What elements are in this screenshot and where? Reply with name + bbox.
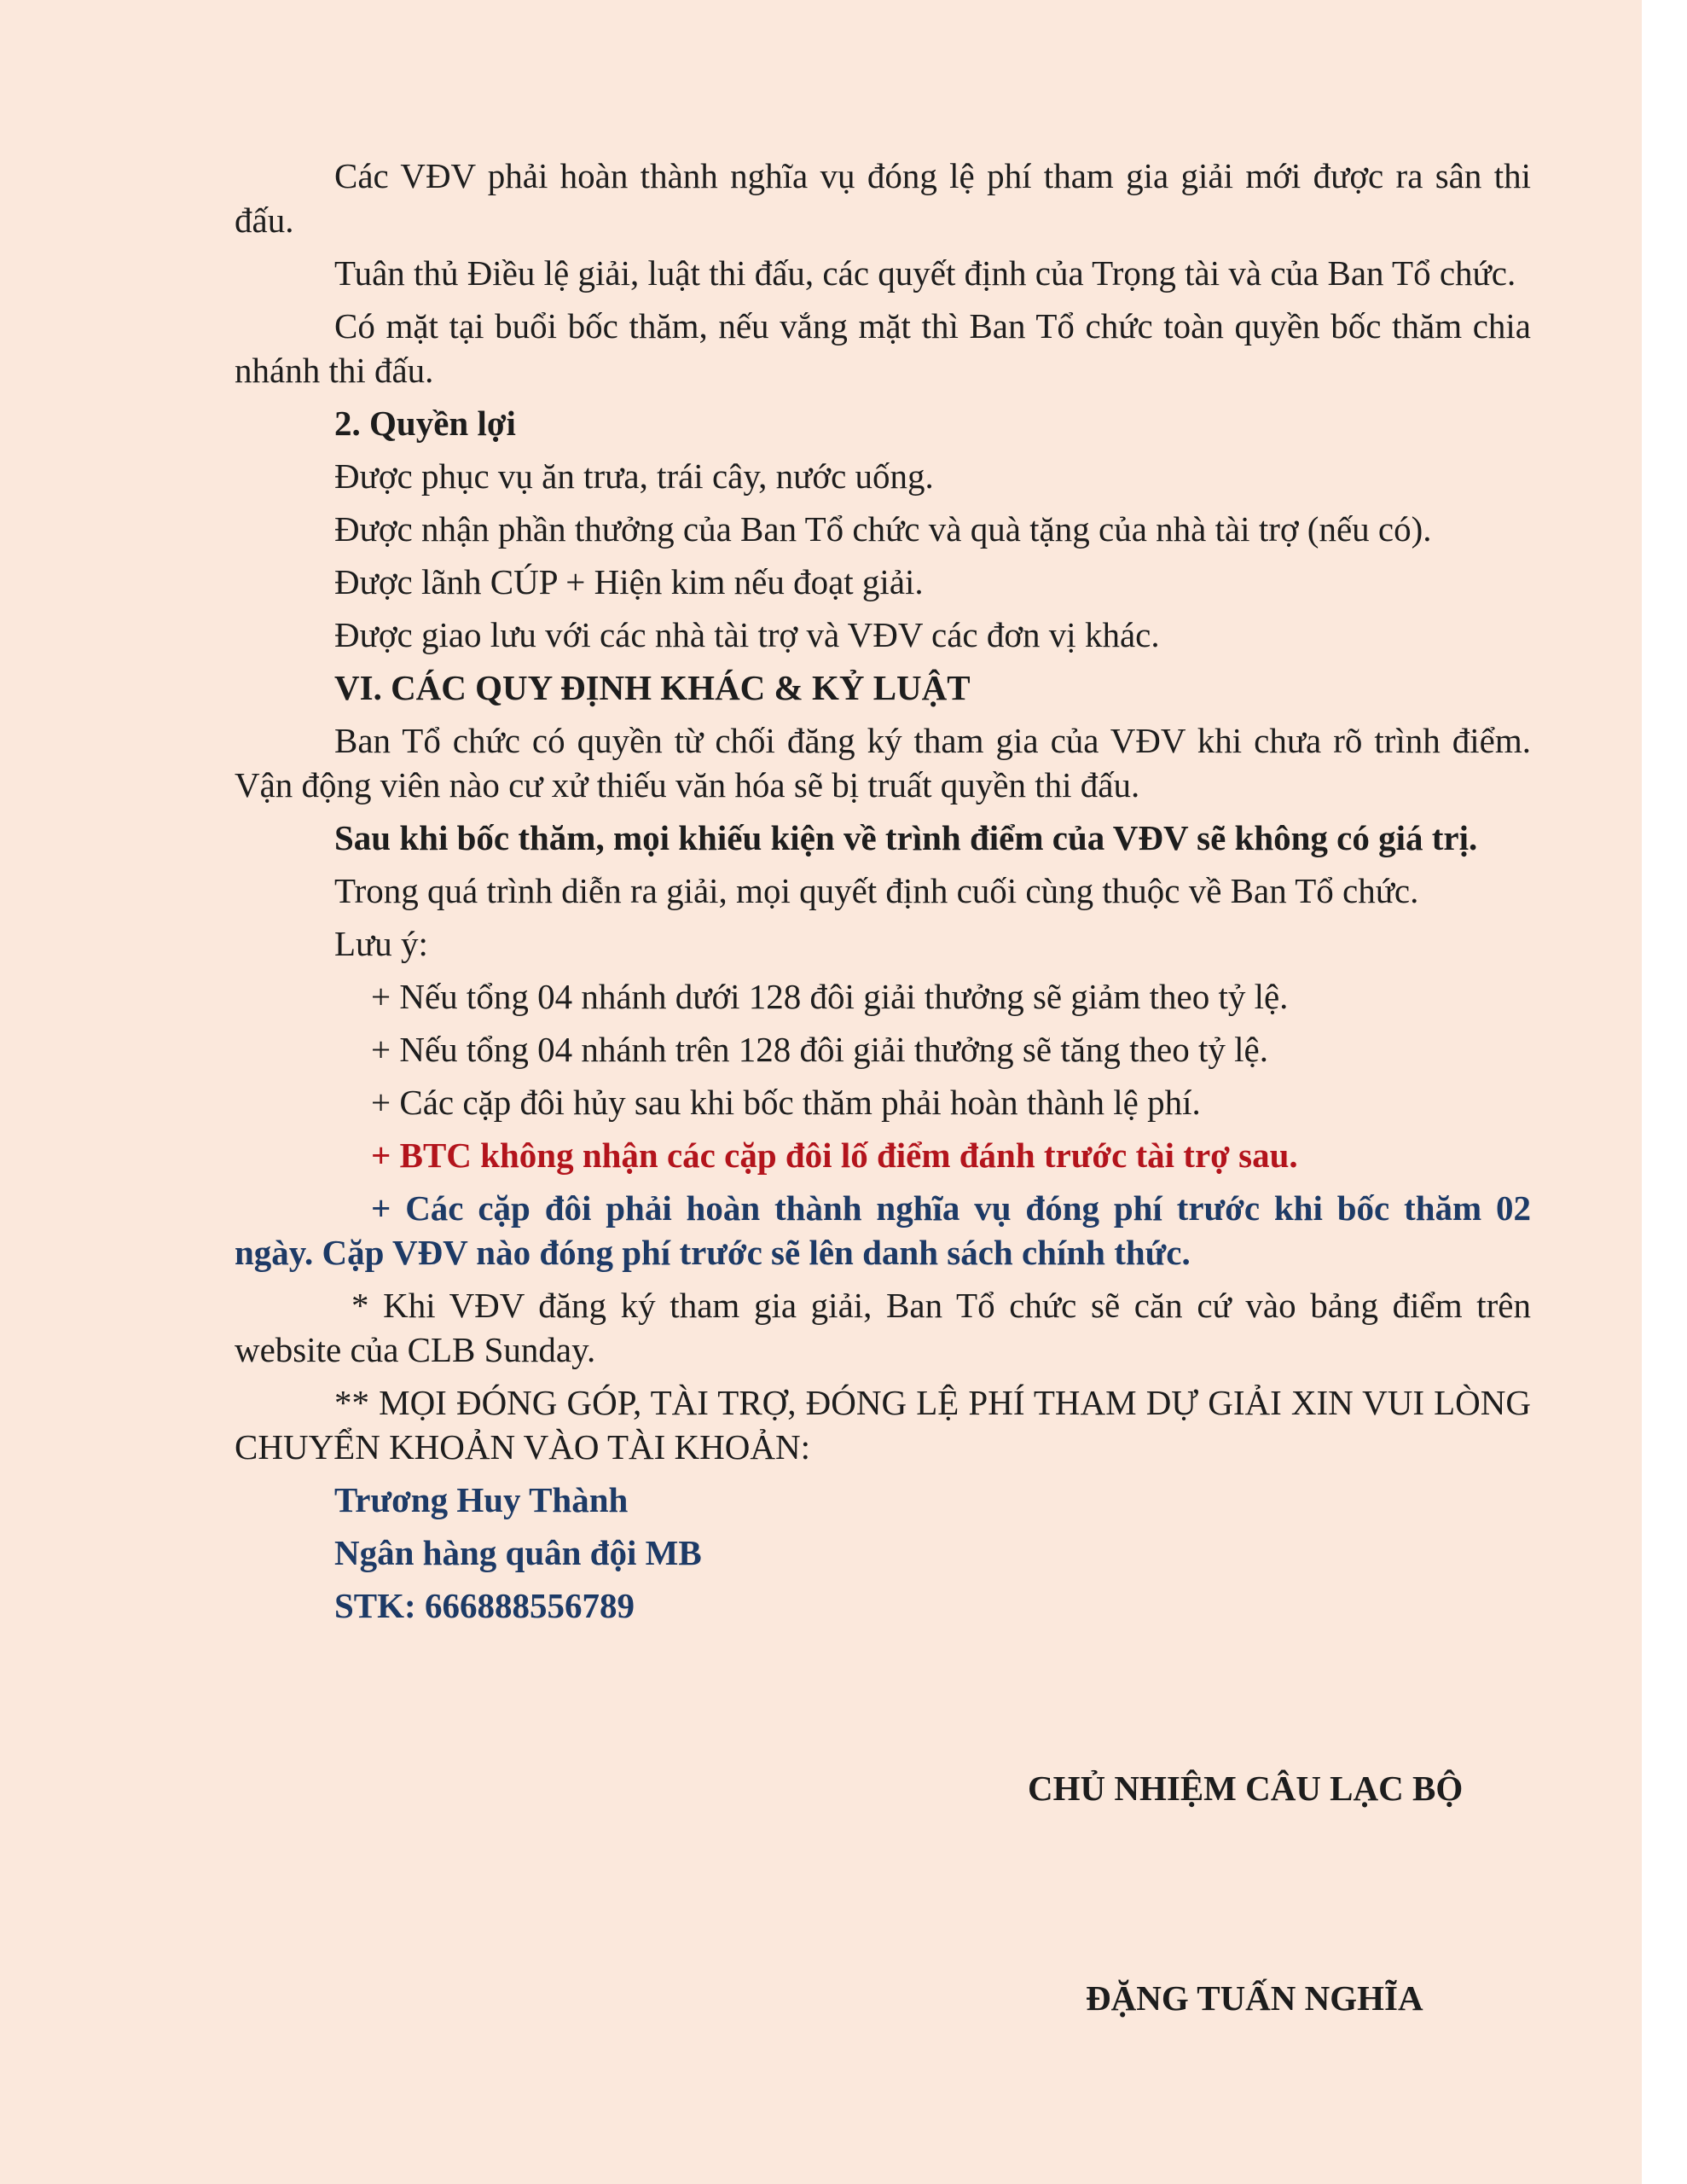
section-heading-rights: 2. Quyền lợi: [334, 404, 516, 443]
note-label: Lưu ý:: [334, 924, 428, 963]
rights-item: Được giao lưu với các nhà tài trợ và VĐV các đơn vị khác.: [334, 615, 1160, 654]
bank-account-name: Trương Huy Thành: [334, 1480, 629, 1519]
note-item-red: + BTC không nhận các cặp đôi lố điểm đánh trước tài trợ sau.: [371, 1136, 1298, 1175]
paragraph-refusal-rights: Ban Tổ chức có quyền từ chối đăng ký tham gia của VĐV khi chưa rõ trình điểm. Vận động viên nào cư xử thiếu văn hóa sẽ bị truất quyền thi đấu.: [235, 721, 1531, 804]
note-item: + Nếu tổng 04 nhánh dưới 128 đôi giải thưởng sẽ giảm theo tỷ lệ.: [371, 977, 1289, 1016]
transfer-note: ** MỌI ĐÓNG GÓP, TÀI TRỢ, ĐÓNG LỆ PHÍ THAM DỰ GIẢI XIN VUI LÒNG CHUYỂN KHOẢN VÀO TÀI KHOẢN:: [235, 1383, 1531, 1467]
paragraph-no-complaints: Sau khi bốc thăm, mọi khiếu kiện về trình điểm của VĐV sẽ không có giá trị.: [334, 818, 1478, 857]
bank-account-number: STK: 666888556789: [334, 1586, 635, 1625]
signature-name: ĐẶNG TUẤN NGHĨA: [1086, 1978, 1423, 2018]
signature-title: CHỦ NHIỆM CÂU LẠC BỘ: [1028, 1769, 1464, 1808]
rights-item: Được lãnh CÚP + Hiện kim nếu đoạt giải.: [334, 562, 924, 601]
rights-item: Được phục vụ ăn trưa, trái cây, nước uống.: [334, 456, 934, 496]
document-body: [235, 154, 1531, 1636]
paragraph-final-decisions: Trong quá trình diễn ra giải, mọi quyết định cuối cùng thuộc về Ban Tổ chức.: [334, 871, 1419, 910]
bank-name: Ngân hàng quân đội MB: [334, 1533, 702, 1572]
paragraph-fee-obligation: Các VĐV phải hoàn thành nghĩa vụ đóng lệ phí tham gia giải mới được ra sân thi đấu.: [235, 156, 1531, 240]
note-item-blue: + Các cặp đôi phải hoàn thành nghĩa vụ đóng phí trước khi bốc thăm 02 ngày. Cặp VĐV nào đóng phí trước sẽ lên danh sách chính thức.: [235, 1188, 1531, 1272]
note-item: + Nếu tổng 04 nhánh trên 128 đôi giải thưởng sẽ tăng theo tỷ lệ.: [371, 1030, 1268, 1069]
paragraph-rules-compliance: Tuân thủ Điều lệ giải, luật thi đấu, các quyết định của Trọng tài và của Ban Tổ chức.: [334, 253, 1516, 293]
star-note: * Khi VĐV đăng ký tham gia giải, Ban Tổ chức sẽ căn cứ vào bảng điểm trên website của CLB Sunday.: [235, 1286, 1531, 1369]
paragraph-draw-attendance: Có mặt tại buổi bốc thăm, nếu vắng mặt thì Ban Tổ chức toàn quyền bốc thăm chia nhánh thi đấu.: [235, 306, 1531, 390]
rights-item: Được nhận phần thưởng của Ban Tổ chức và quà tặng của nhà tài trợ (nếu có).: [334, 509, 1432, 549]
note-item: + Các cặp đôi hủy sau khi bốc thăm phải hoàn thành lệ phí.: [371, 1083, 1201, 1122]
section-heading-regulations: VI. CÁC QUY ĐỊNH KHÁC & KỶ LUẬT: [334, 668, 971, 707]
